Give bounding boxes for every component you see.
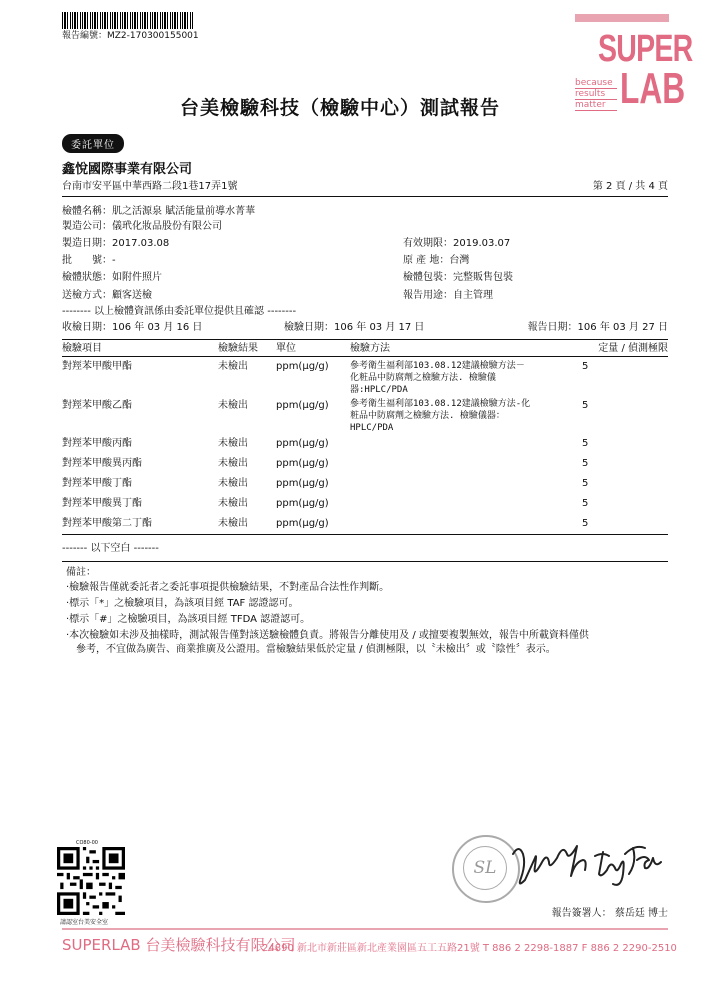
logo-lab-text: LAB — [620, 64, 686, 113]
lab-seal: SL — [452, 835, 520, 903]
notes-rule — [62, 561, 668, 562]
note-item: ‧標示「*」之檢驗項目，為該項目經 TAF 認證認可。 — [66, 598, 299, 609]
sample-name: 檢體名稱：肌之活源泉 賦活能量前導水菁華 — [62, 206, 256, 217]
info-confirm-note: -------- 以上檢體資訊係由委託單位提供且確認 -------- — [62, 306, 297, 317]
mfg-date: 製造日期：2017.03.08 — [62, 238, 170, 249]
table-top-rule — [62, 339, 668, 340]
col-item: 檢驗項目 — [62, 343, 102, 354]
table-bottom-rule — [62, 534, 668, 535]
footer-brand: SUPERLAB 台美檢驗科技有限公司 — [62, 936, 296, 954]
col-result: 檢驗結果 — [218, 343, 258, 354]
signature-image — [505, 832, 665, 900]
report-number: 報告編號：MZ2-170300155001 — [62, 31, 199, 41]
logo-bar — [575, 14, 669, 22]
signer-name: 報告簽署人： 蔡岳廷 博士 — [551, 908, 668, 919]
logo-super-text: SUPER — [598, 28, 693, 70]
manufacturer: 製造公司：儀玳化妝品股份有限公司 — [62, 221, 222, 232]
footer-address: 24890 新北市新莊區新北產業園區五工五路21號 T 886 2 2298-1887 F 886 2 2290-2510 — [262, 943, 677, 954]
footer-rule — [62, 928, 668, 930]
page-number: 第 2 頁 / 共 4 頁 — [592, 181, 668, 192]
note-item: 參考，不宜做為廣告、商業推廣及公證用。當檢驗結果低於定量 / 偵測極限，以〝未檢出〞或〝陰性〞表示。 — [66, 644, 556, 655]
col-method: 檢驗方法 — [350, 343, 390, 354]
report-purpose: 報告用途：自主管理 — [403, 290, 493, 301]
tested-date: 檢驗日期：106 年 03 月 17 日 — [284, 322, 425, 333]
client-address: 台南市安平區中華西路二段1巷17弄1號 — [62, 181, 238, 192]
sample-state: 檢體狀態：如附件照片 — [62, 272, 162, 283]
col-unit: 單位 — [276, 343, 296, 354]
divider — [62, 196, 668, 197]
sample-package: 檢體包裝：完整販售包裝 — [403, 272, 513, 283]
client-badge: 委託單位 — [62, 134, 124, 153]
qr-caption: 請認室台美安全室 — [60, 919, 109, 926]
note-item: ‧本次檢驗如未涉及抽樣時，測試報告僅對該送驗檢體負責。將報告分離使用及 / 或擅要複製無效，報告中所載資料僅供 — [66, 630, 589, 641]
client-company: 鑫悅國際事業有限公司 — [62, 162, 193, 177]
col-limit: 定量 / 偵測極限 — [598, 343, 668, 354]
barcode — [62, 12, 194, 29]
batch-no: 批 號：- — [62, 255, 116, 266]
qr-code-label: CO80-00 — [76, 840, 98, 846]
notes-title: 備註： — [66, 567, 96, 578]
note-item: ‧檢驗報告僅就委託者之委託事項提供檢驗結果，不對產品合法性作判斷。 — [66, 582, 390, 593]
received-date: 收檢日期：106 年 03 月 16 日 — [62, 322, 203, 333]
report-title: 台美檢驗科技（檢驗中心）測試報告 — [179, 97, 500, 119]
blank-below-marker: ------- 以下空白 ------- — [62, 543, 159, 554]
qr-code — [57, 847, 125, 915]
logo-tagline: because results matter — [575, 78, 617, 111]
delivery-method: 送檢方式：顧客送檢 — [62, 290, 152, 301]
table-header-rule — [62, 356, 668, 357]
origin: 原 產 地：台灣 — [403, 255, 470, 266]
reported-date: 報告日期：106 年 03 月 27 日 — [527, 322, 668, 333]
note-item: ‧標示「#」之檢驗項目，為該項目經 TFDA 認證認可。 — [66, 614, 311, 625]
exp-date: 有效期限：2019.03.07 — [403, 238, 511, 249]
